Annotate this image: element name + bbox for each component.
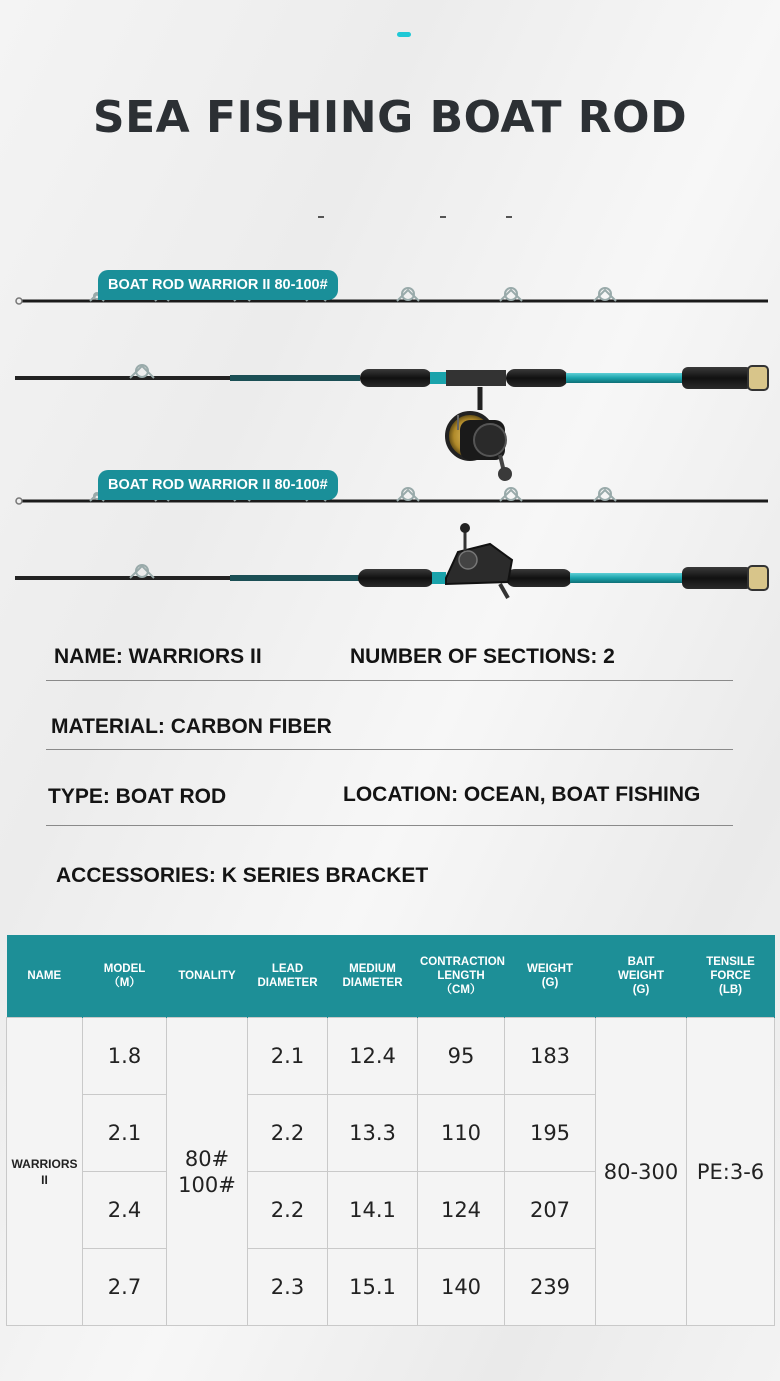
cell-medium-diameter: 12.4 <box>328 1018 418 1095</box>
cell-model: 2.4 <box>83 1172 167 1249</box>
cell-weight: 183 <box>505 1018 596 1095</box>
cell-weight: 195 <box>505 1095 596 1172</box>
header-weight: WEIGHT (G) <box>505 935 596 1018</box>
cell-bait-weight: 80-300 <box>596 1018 687 1326</box>
header-bait-weight: BAIT WEIGHT (G) <box>596 935 687 1018</box>
divider <box>46 680 733 681</box>
cell-contraction-length: 140 <box>418 1249 505 1326</box>
decorative-dash <box>506 216 512 218</box>
table-header-row <box>7 935 775 1018</box>
header-model: MODEL （M） <box>83 935 167 1018</box>
spec-type: TYPE: BOAT ROD <box>48 785 227 808</box>
header-tensile-force: TENSILE FORCE (LB) <box>687 935 775 1018</box>
rod-label-1: BOAT ROD WARRIOR II 80-100# <box>98 270 338 300</box>
cell-tonality: 80# 100# <box>167 1018 248 1326</box>
rod-2-butt-section <box>15 565 768 590</box>
cell-medium-diameter: 14.1 <box>328 1172 418 1249</box>
spec-location: LOCATION: OCEAN, BOAT FISHING <box>343 783 701 806</box>
header-lead-diameter: LEAD DIAMETER <box>248 935 328 1018</box>
header-name: NAME <box>7 935 83 1018</box>
cell-lead-diameter: 2.1 <box>248 1018 328 1095</box>
spec-table <box>6 935 775 1326</box>
decorative-dash <box>440 216 446 218</box>
table-row <box>7 1018 775 1095</box>
header-medium-diameter: MEDIUM DIAMETER <box>328 935 418 1018</box>
cell-model: 1.8 <box>83 1018 167 1095</box>
cell-contraction-length: 110 <box>418 1095 505 1172</box>
header-tonality: TONALITY <box>167 935 248 1018</box>
cell-tensile-force: PE:3-6 <box>687 1018 775 1326</box>
cell-model: 2.1 <box>83 1095 167 1172</box>
cell-weight: 239 <box>505 1249 596 1326</box>
spec-sections: NUMBER OF SECTIONS: 2 <box>350 645 615 668</box>
cell-lead-diameter: 2.3 <box>248 1249 328 1326</box>
decorative-dash <box>318 216 324 218</box>
rod-label-2: BOAT ROD WARRIOR II 80-100# <box>98 470 338 500</box>
cell-contraction-length: 124 <box>418 1172 505 1249</box>
page-title: SEA FISHING BOAT ROD <box>92 92 688 143</box>
divider <box>46 749 733 750</box>
cell-name: WARRIORS II <box>7 1018 83 1326</box>
spec-accessories: ACCESSORIES: K SERIES BRACKET <box>56 864 429 887</box>
cell-medium-diameter: 15.1 <box>328 1249 418 1326</box>
cell-weight: 207 <box>505 1172 596 1249</box>
cell-lead-diameter: 2.2 <box>248 1172 328 1249</box>
spinning-reel <box>447 387 512 481</box>
cell-contraction-length: 95 <box>418 1018 505 1095</box>
cell-lead-diameter: 2.2 <box>248 1095 328 1172</box>
spec-name: NAME: WARRIORS II <box>54 645 262 668</box>
rod-1-butt-section <box>15 365 768 390</box>
cell-model: 2.7 <box>83 1249 167 1326</box>
baitcasting-reel <box>446 523 512 598</box>
header-contraction-length: CONTRACTION LENGTH （CM） <box>418 935 505 1018</box>
rods-illustration <box>0 260 780 605</box>
divider <box>46 825 733 826</box>
top-accent-dot <box>397 32 411 37</box>
cell-medium-diameter: 13.3 <box>328 1095 418 1172</box>
spec-material: MATERIAL: CARBON FIBER <box>51 715 332 738</box>
